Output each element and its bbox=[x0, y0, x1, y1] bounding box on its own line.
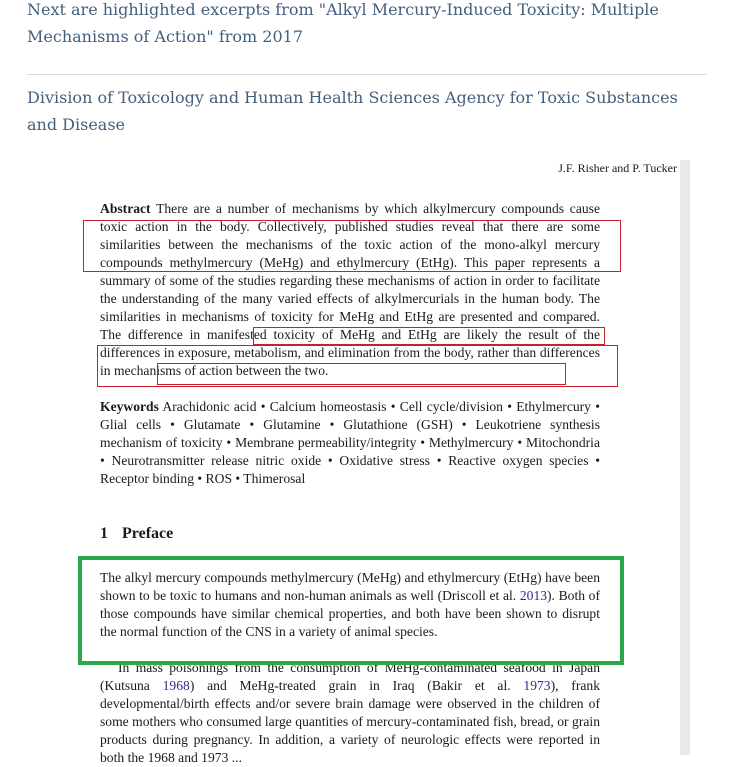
keywords-paragraph bbox=[100, 398, 600, 488]
highlight-box-similarities bbox=[83, 220, 621, 272]
citation-link[interactable]: 1973 bbox=[523, 678, 551, 693]
divider bbox=[27, 74, 707, 75]
scanned-page-image bbox=[77, 160, 690, 765]
citation-link[interactable]: 2013 bbox=[519, 588, 548, 603]
mass-text-b: ) and MeHg-treated grain in Iraq (Bakir et al. bbox=[189, 678, 524, 693]
mass-text-c: ), frank developmental/birth effects and/or severe brain damage were observed in the children of some mothers who consumed large quantities of mercury-contaminated fish, bread, or grain products during pregnancy. In addition, a variety of neurologic effects were reported in both the 1968 and 1973 ... bbox=[100, 678, 600, 765]
highlight-box-difference bbox=[253, 327, 605, 345]
scrollbar-track[interactable] bbox=[680, 160, 690, 755]
mass-poisoning-paragraph bbox=[100, 659, 600, 767]
keywords-list: Arachidonic acid • Calcium homeostasis • Cell cycle/division • Ethylmercury • Glial cells • Glutamate • Glutamine • Glutathione (GSH) • Leukotriene synthesis mechanism of toxicity • Membrane permeability/integrity • Methylmercury • Mitochondria • Neurotransmitter release nitric oxide • Oxidative stress • Reactive oxygen species • Receptor binding • ROS • Thimerosal bbox=[100, 399, 600, 486]
affiliation-text: Division of Toxicology and Human Health Sciences Agency for Toxic Substances and Disease bbox=[27, 88, 678, 134]
preface-title: Preface bbox=[122, 525, 174, 542]
preface-text-a: The alkyl mercury compounds methylmercury (MeHg) and ethylmercury (EtHg) have been shown to be toxic to humans and non-human animals as well (Driscoll et al. bbox=[100, 570, 600, 603]
citation-link[interactable]: 1968 bbox=[162, 678, 190, 693]
preface-number: 1 bbox=[100, 525, 108, 542]
preface-heading bbox=[100, 525, 400, 543]
authors-header: J.F. Risher and P. Tucker bbox=[558, 161, 677, 175]
abstract-sentence-4: The difference in manifested toxicity of MeHg and EtHg are likely the result of the differences in exposure, metabolism, and elimination from the body, bbox=[100, 327, 600, 360]
highlight-box-mechanisms bbox=[157, 363, 566, 385]
mass-text-a: In mass poisonings from the consumption of MeHg-contaminated seafood in Japan (Kutsuna bbox=[100, 660, 600, 693]
highlight-box-preface bbox=[78, 556, 624, 665]
abstract-sentence-2: cause toxic action in the body. Collectively, published studies reveal that there are some similarities between the mechanisms of the toxic action of the mono-alkyl mercury compounds methylmercury (MeHg) and ethylmercury (EtHg). bbox=[100, 201, 600, 270]
abstract-label: Abstract bbox=[100, 201, 151, 216]
intro-text: Next are highlighted excerpts from "Alkyl Mercury-Induced Toxicity: Multiple Mechanisms of Action" from 2017 bbox=[27, 0, 659, 46]
abstract-sentence-3: This paper represents a summary of some of the studies regarding these mechanisms of action in order to facilitate the understanding of the many varied effects of alkylmercurials in the human body. The similarities in mechanisms of toxicity for MeHg and EtHg are presented and compared. bbox=[100, 255, 601, 324]
abstract-sentence-1: There are a number of mechanisms by which alkylmercury compounds bbox=[150, 201, 570, 216]
keywords-label: Keywords bbox=[100, 399, 159, 414]
abstract-sentence-5: rather than differences in mechanisms of action between the two. bbox=[100, 345, 600, 378]
preface-text-b: ). Both of those compounds have similar chemical properties, and both have been shown to disrupt the normal function of the CNS in a variety of animal species. bbox=[100, 588, 601, 639]
